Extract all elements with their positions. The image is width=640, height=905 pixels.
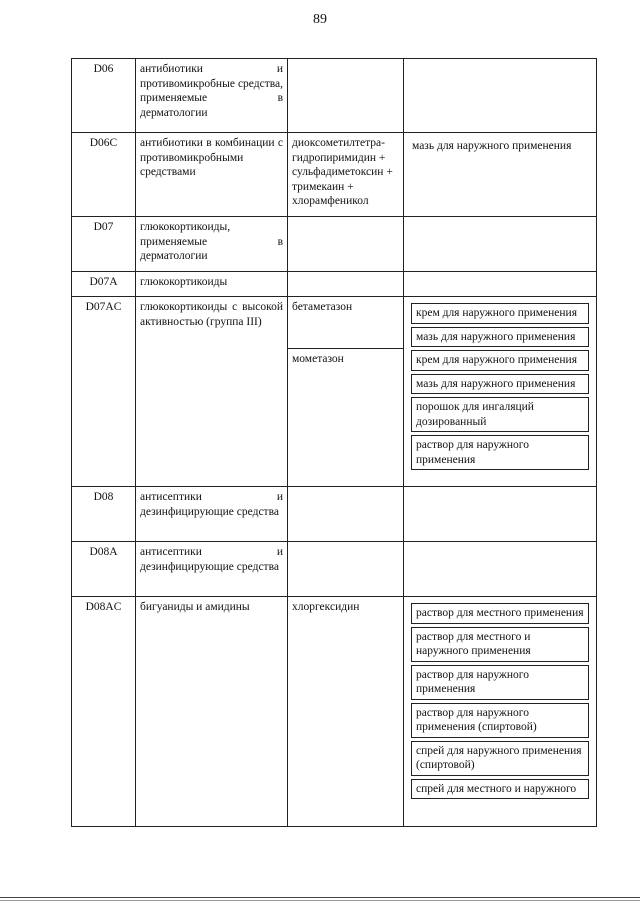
drug-name-group <box>288 297 404 487</box>
group-name: антисептики и дезинфицирующие средства <box>136 542 288 597</box>
drug-name: хлоргексидин <box>288 597 404 827</box>
drug-name: мометазон <box>292 353 344 365</box>
page-bottom-rule <box>0 897 640 898</box>
page-bottom-rule <box>0 900 640 901</box>
table-row <box>72 133 597 217</box>
dosage-form: раствор для местного применения <box>411 603 589 624</box>
table-row <box>72 487 597 542</box>
atc-code: D07 <box>72 217 136 272</box>
dosage-form-list <box>404 297 597 487</box>
table-row <box>72 217 597 272</box>
drug-name <box>288 217 404 272</box>
group-name: антисептики и дезинфицирующие средства <box>136 487 288 542</box>
table-row <box>72 597 597 827</box>
drug-name: диоксометилтетра-гидропиримидин + сульфадиметоксин + тримекаин + хлорамфеникол <box>288 133 404 217</box>
dosage-form <box>404 133 597 217</box>
dosage-form <box>404 59 597 133</box>
dosage-form: порошок для ингаляций дозированный <box>411 397 589 432</box>
dosage-form: раствор для наружного применения <box>411 435 589 470</box>
drug-name <box>288 487 404 542</box>
atc-code: D06 <box>72 59 136 133</box>
atc-code: D08 <box>72 487 136 542</box>
dosage-form: крем для наружного применения <box>411 303 589 324</box>
drug-table <box>71 58 597 827</box>
dosage-form-text: мазь для наружного применения <box>412 140 572 152</box>
group-name: глюкокортикоиды, применяемые в дерматологии <box>136 217 288 272</box>
dosage-form <box>404 487 597 542</box>
dosage-form: раствор для наружного применения (спиртовой) <box>411 703 589 738</box>
table-row <box>72 542 597 597</box>
dosage-form-list <box>404 597 597 827</box>
atc-code: D06C <box>72 133 136 217</box>
dosage-form: крем для наружного применения <box>411 350 589 371</box>
atc-code: D07AC <box>72 297 136 487</box>
atc-code: D07A <box>72 272 136 297</box>
dosage-form: раствор для наружного применения <box>411 665 589 700</box>
group-name: бигуаниды и амидины <box>136 597 288 827</box>
atc-code: D08AC <box>72 597 136 827</box>
table-row <box>72 297 597 487</box>
drug-name: бетаметазон <box>288 297 403 349</box>
page-number: 89 <box>313 12 327 27</box>
drug-name <box>288 542 404 597</box>
atc-code: D08A <box>72 542 136 597</box>
dosage-form: спрей для местного и наружного <box>411 779 589 800</box>
group-name: антибиотики и противомикробные средства, применяемые в дерматологии <box>136 59 288 133</box>
drug-name <box>288 272 404 297</box>
dosage-form: мазь для наружного применения <box>411 327 589 348</box>
dosage-form <box>404 217 597 272</box>
group-name: глюкокортикоиды с высокой активностью (группа III) <box>136 297 288 487</box>
table-row <box>72 59 597 133</box>
group-name: глюкокортикоиды <box>136 272 288 297</box>
group-name: антибиотики в комбинации с противомикробными средствами <box>136 133 288 217</box>
dosage-form: мазь для наружного применения <box>411 374 589 395</box>
dosage-form: спрей для наружного применения (спиртовой) <box>411 741 589 776</box>
dosage-form <box>404 272 597 297</box>
dosage-form <box>404 542 597 597</box>
dosage-form: раствор для местного и наружного применения <box>411 627 589 662</box>
table-row <box>72 272 597 297</box>
drug-name <box>288 59 404 133</box>
